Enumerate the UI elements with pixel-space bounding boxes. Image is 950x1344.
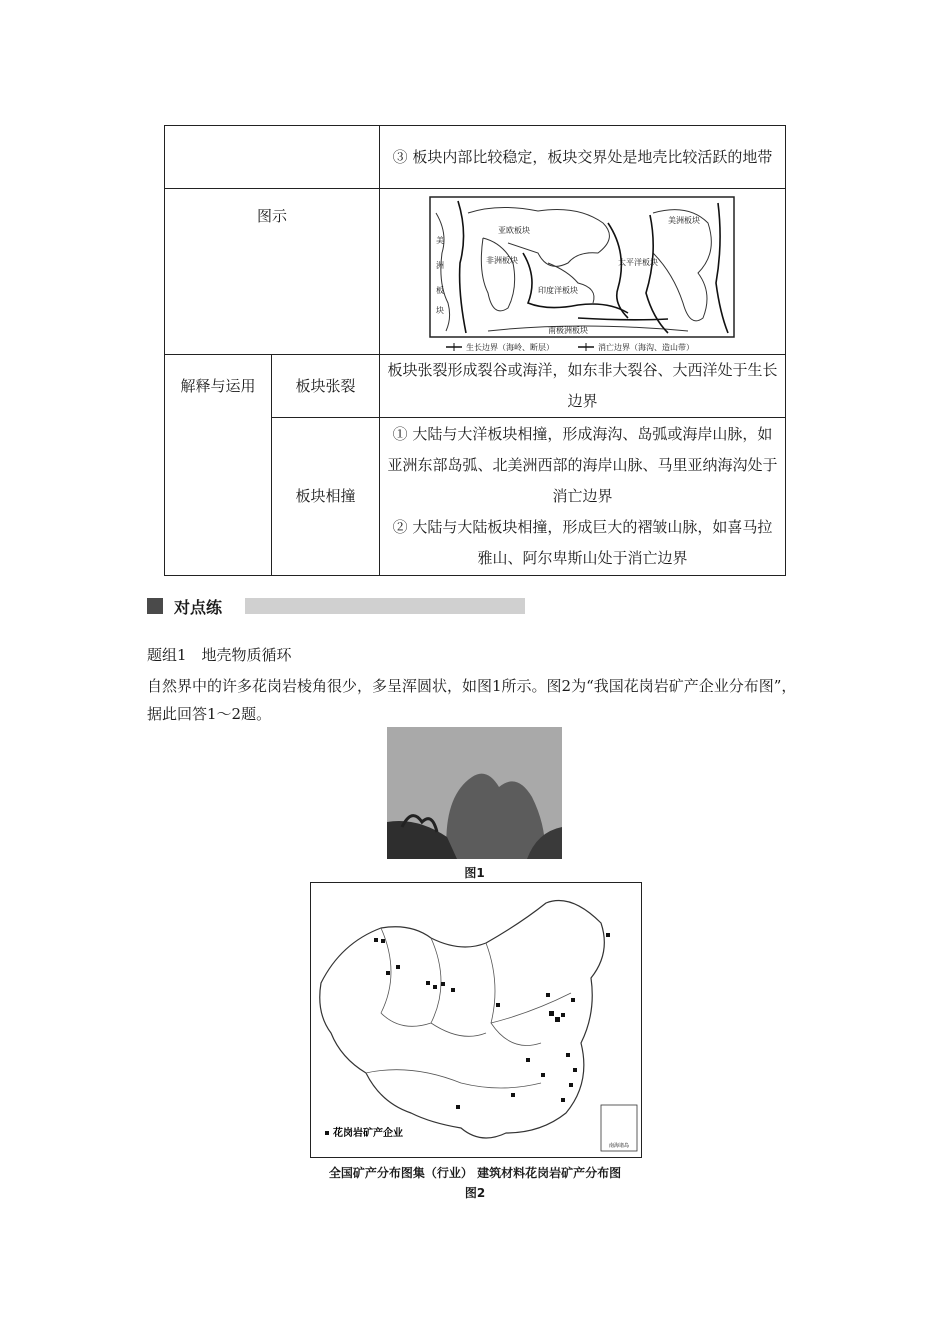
granite-enterprise-map: [310, 882, 642, 1158]
plate-boundary-map: [428, 193, 738, 353]
feature-3-cell: ③ 板块内部比较稳定，板块交界处是地壳比较活跃的地带: [380, 126, 786, 189]
legend-subduction: 消亡边界（海沟、造山带）: [597, 342, 694, 352]
plate-label-antarctic: 南极洲板块: [547, 325, 588, 335]
content-table: [164, 125, 786, 576]
plate-label-ban: 板: [435, 285, 444, 295]
plate-map-cell: [380, 189, 786, 355]
granite-photo: [387, 727, 562, 859]
collision-text: [380, 418, 786, 576]
figure2-source: 全国矿产分布图集（行业） 建筑材料花岗岩矿产分布图: [328, 1166, 622, 1180]
legend-growth: 生长边界（海岭、断层）: [465, 342, 554, 352]
collision-label: 板块相撞: [272, 418, 380, 576]
plate-label-kuai: 块: [435, 305, 444, 315]
map-legend: 花岗岩矿产企业: [333, 1128, 403, 1139]
heading-square-icon: [147, 598, 163, 614]
collision-text-2: ② 大陆与大陆板块相撞，形成巨大的褶皱山脉，如喜马拉雅山、阿尔卑斯山处于消亡边界: [392, 518, 773, 567]
section-heading-text: 对点练: [174, 598, 223, 617]
granite-rock-image: [387, 727, 562, 859]
section-heading: [147, 596, 525, 616]
application-label: 解释与运用: [165, 355, 272, 576]
inset-label: 南海诸岛: [608, 1143, 630, 1149]
plate-label-zhou: 洲: [435, 260, 444, 270]
rift-label: 板块张裂: [272, 355, 380, 418]
figure1-caption: 图1: [464, 866, 485, 880]
plate-label-africa: 非洲板块: [485, 255, 518, 265]
plate-label-indian: 印度洋板块: [537, 285, 578, 295]
question-text: 自然界中的许多花岗岩棱角很少，多呈浑圆状，如图1所示。图2为“我国花岗岩矿产企业分布图”，据此回答1～2题。: [147, 677, 797, 723]
plate-label-pacific: 太平洋板块: [617, 257, 658, 267]
diagram-label: 图示: [165, 189, 380, 355]
heading-divider: [245, 598, 525, 614]
plate-label-america: 美洲板块: [667, 215, 700, 225]
question-group: 题组1 地壳物质循环: [147, 646, 292, 664]
plate-label-mei: 美: [435, 235, 444, 245]
collision-text-1: ① 大陆与大洋板块相撞，形成海沟、岛弧或海岸山脉，如亚洲东部岛弧、北美洲西部的海岸山脉、马里亚纳海沟处于消亡边界: [387, 425, 778, 505]
plate-label-eurasia: 亚欧板块: [497, 225, 530, 235]
figure2-caption: 图2: [464, 1186, 486, 1200]
rift-text: 板块张裂形成裂谷或海洋，如东非大裂谷、大西洋处于生长边界: [380, 355, 786, 418]
china-map: [311, 883, 641, 1157]
empty-cell: [165, 126, 380, 189]
